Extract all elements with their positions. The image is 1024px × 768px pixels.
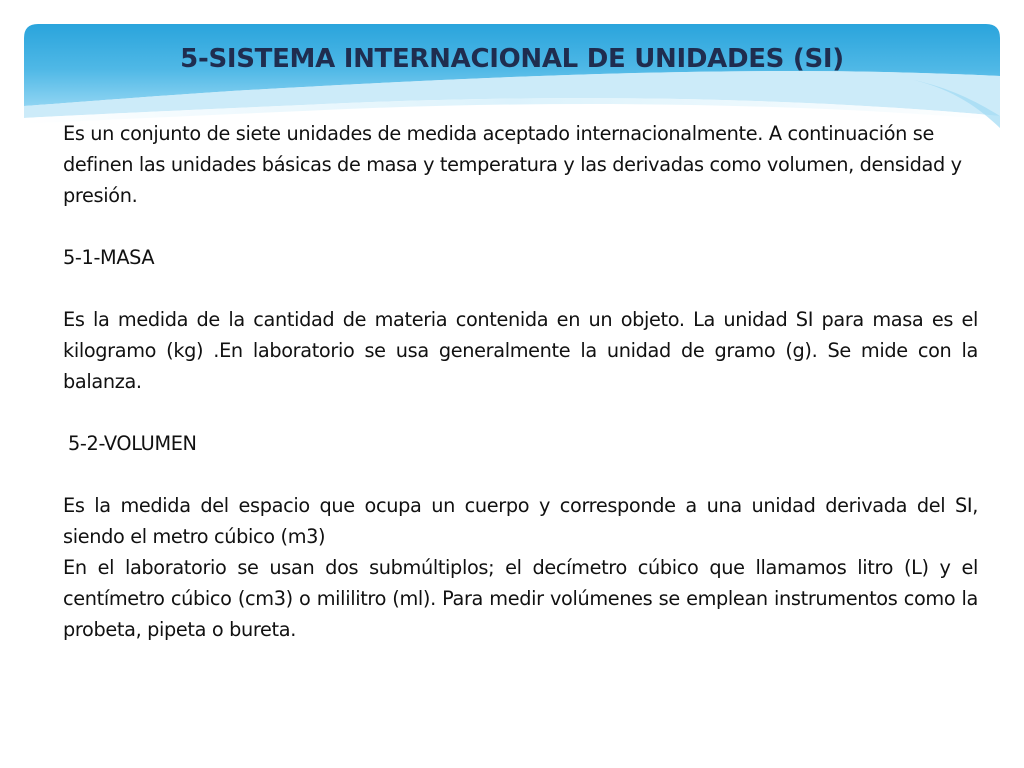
page-title: 5-SISTEMA INTERNACIONAL DE UNIDADES (SI) — [180, 44, 844, 74]
intro-paragraph: Es un conjunto de siete unidades de medida aceptado internacionalmente. A continuación se definen las unidades básicas de masa y temperatura y las derivadas como volumen, densidad y presión. — [63, 122, 962, 207]
section-heading-masa: 5-1-MASA — [63, 246, 155, 269]
section-heading-volumen: 5-2-VOLUMEN — [68, 432, 197, 455]
spacer — [63, 273, 978, 304]
spacer — [63, 459, 978, 490]
masa-paragraph: Es la medida de la cantidad de materia contenida en un objeto. La unidad SI para masa es el kilogramo (kg) .En laboratorio se usa generalmente la unidad de gramo (g). Se mide con la balanza. — [63, 308, 978, 393]
spacer — [63, 211, 978, 242]
volumen-paragraph-1: Es la medida del espacio que ocupa un cuerpo y corresponde a una unidad derivada del SI, siendo el metro cúbico (m3) — [63, 494, 978, 548]
volumen-paragraph-2: En el laboratorio se usan dos submúltiplos; el decímetro cúbico que llamamos litro (L) y el centímetro cúbico (cm3) o mililitro (ml). Para medir volúmenes se emplean instrumentos como la probeta, pipeta o bureta. — [63, 556, 978, 641]
slide-body — [63, 118, 978, 645]
spacer — [63, 397, 978, 428]
